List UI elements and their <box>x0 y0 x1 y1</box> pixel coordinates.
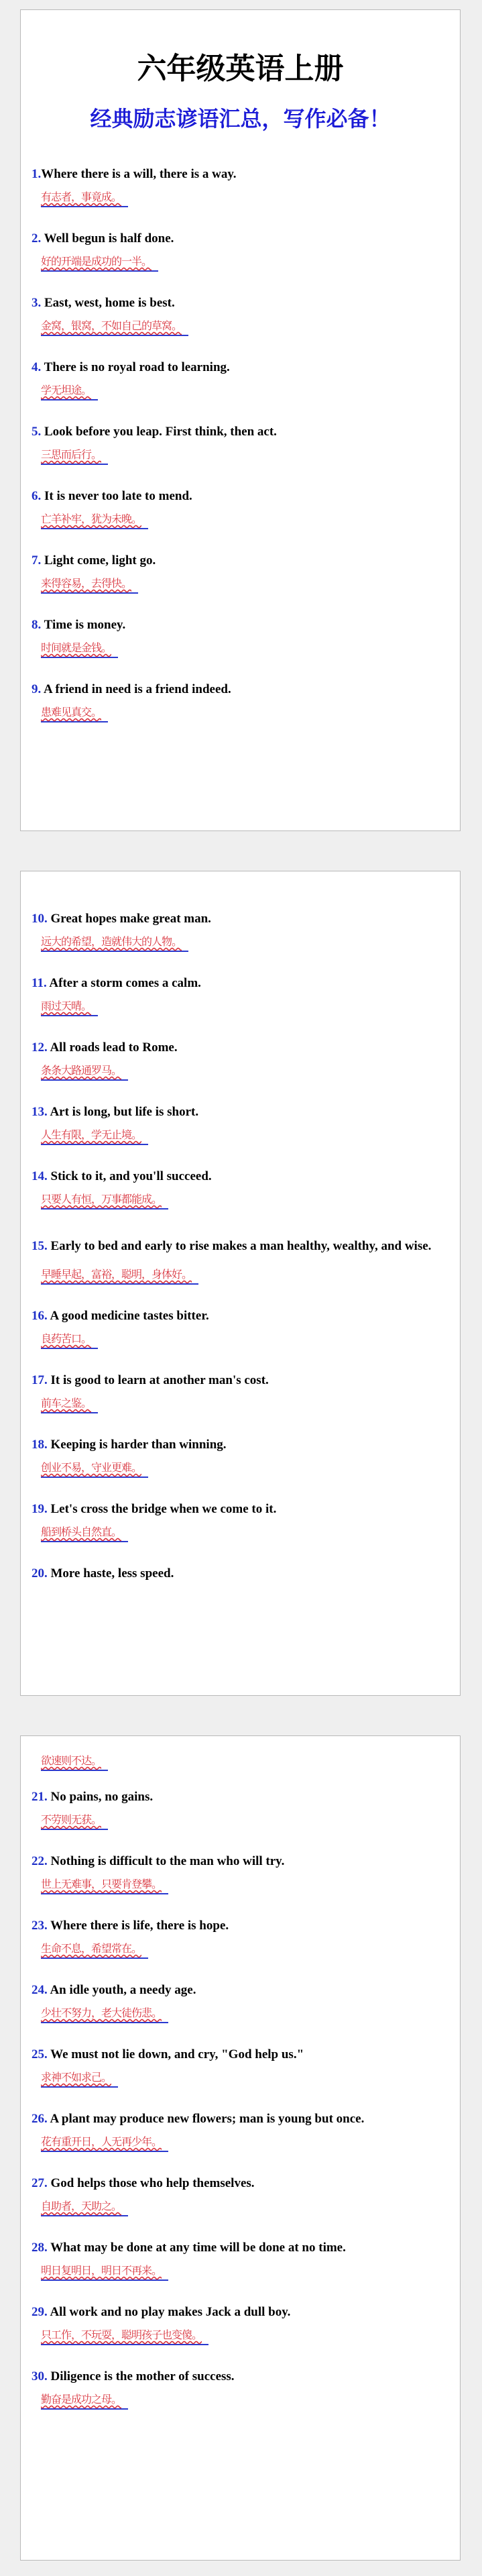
item-number: 7. <box>32 553 42 568</box>
proverb-item <box>21 2161 460 2226</box>
chinese-translation: 远大的希望，造就伟大的人物。 <box>41 934 188 952</box>
chinese-translation: 花有重开日，人无再少年。 <box>41 2135 168 2152</box>
item-number: 6. <box>32 489 42 503</box>
chinese-translation: 良药苦口。 <box>41 1332 98 1349</box>
english-text: It is never too late to mend. <box>44 489 192 503</box>
chinese-translation: 来得容易，去得快。 <box>41 576 138 594</box>
proverb-item <box>21 1155 460 1219</box>
proverb-item <box>21 1552 460 1582</box>
english-text: There is no royal road to learning. <box>44 360 230 374</box>
chinese-translation: 人生有限，学无止境。 <box>41 1128 148 1145</box>
english-text: Well begun is half done. <box>44 231 174 246</box>
english-proverb <box>32 667 449 698</box>
proverb-item <box>21 897 460 961</box>
english-text: Time is money. <box>44 618 126 632</box>
english-text: Look before you leap. First think, then act. <box>44 425 277 439</box>
english-proverb <box>32 603 449 634</box>
english-text: All work and no play makes Jack a dull boy. <box>50 2305 291 2319</box>
item-number: 11. <box>32 976 47 990</box>
english-text: After a storm comes a calm. <box>49 976 201 990</box>
proverb-item <box>21 1487 460 1552</box>
proverb-list-3 <box>21 1775 460 2419</box>
item-number: 14. <box>32 1169 48 1183</box>
chinese-translation: 少壮不努力，老大徒伤悲。 <box>41 2006 168 2023</box>
english-proverb <box>32 1552 449 1582</box>
english-text: A friend in need is a friend indeed. <box>43 682 231 696</box>
proverb-item <box>21 1775 460 1839</box>
continued-translation <box>21 1736 460 1775</box>
item-number: 2. <box>32 231 42 246</box>
english-text: Keeping is harder than winning. <box>50 1438 227 1452</box>
proverb-item <box>21 1294 460 1358</box>
chinese-translation: 好的开端是成功的一半。 <box>41 254 158 272</box>
english-proverb <box>32 1904 449 1935</box>
proverb-item <box>21 217 460 281</box>
item-number: 30. <box>32 2369 48 2383</box>
english-proverb <box>32 2355 449 2385</box>
english-text: Let's cross the bridge when we come to it. <box>50 1502 277 1516</box>
item-number: 24. <box>32 1983 48 1997</box>
proverb-item <box>21 539 460 603</box>
english-proverb <box>32 1423 449 1454</box>
item-number: 13. <box>32 1105 48 1119</box>
english-proverb <box>32 1026 449 1057</box>
proverb-item <box>21 961 460 1026</box>
english-proverb <box>32 1487 449 1518</box>
proverb-item <box>21 1219 460 1294</box>
english-text: What may be done at any time will be done at no time. <box>50 2241 346 2255</box>
proverb-list-2 <box>21 871 460 1582</box>
proverb-item <box>21 1968 460 2033</box>
english-text: Stick to it, and you'll succeed. <box>50 1169 212 1183</box>
english-proverb <box>32 1219 449 1260</box>
item-number: 17. <box>32 1373 48 1387</box>
proverb-item <box>21 474 460 539</box>
chinese-translation: 欲速则不达。 <box>41 1754 108 1771</box>
item-number: 29. <box>32 2305 48 2319</box>
proverb-item <box>21 2033 460 2097</box>
item-number: 9. <box>32 682 42 696</box>
english-text: Light come, light go. <box>44 553 156 568</box>
item-number: 4. <box>32 360 42 374</box>
chinese-translation: 患难见真交。 <box>41 705 108 722</box>
item-number: 15. <box>32 1239 48 1253</box>
item-number: 1. <box>32 167 42 181</box>
item-number: 25. <box>32 2047 48 2061</box>
proverb-list-1 <box>21 152 460 732</box>
item-number: 19. <box>32 1502 48 1516</box>
item-number: 23. <box>32 1919 48 1933</box>
chinese-translation: 早睡早起，富裕，聪明，身体好。 <box>41 1267 198 1285</box>
chinese-translation: 世上无难事，只要肯登攀。 <box>41 1877 168 1894</box>
english-text: An idle youth, a needy age. <box>50 1983 196 1997</box>
english-text: East, west, home is best. <box>44 296 175 310</box>
english-proverb <box>32 1839 449 1870</box>
chinese-translation: 求神不如求己。 <box>41 2070 118 2088</box>
proverb-item <box>21 1090 460 1155</box>
page-title: 六年级英语上册 <box>137 52 344 86</box>
chinese-translation: 不劳则无获。 <box>41 1813 108 1830</box>
chinese-translation: 条条大路通罗马。 <box>41 1063 128 1081</box>
english-proverb <box>32 2226 449 2257</box>
page-3 <box>20 1735 461 2561</box>
page-subtitle: 经典励志谚语汇总，写作必备！ <box>90 106 391 131</box>
chinese-translation: 雨过天晴。 <box>41 999 98 1016</box>
english-proverb <box>32 897 449 928</box>
english-proverb <box>32 1090 449 1121</box>
item-number: 8. <box>32 618 42 632</box>
english-text: Where there is a will, there is a way. <box>41 167 237 181</box>
proverb-item <box>21 152 460 217</box>
page-2 <box>20 871 461 1696</box>
english-proverb <box>32 410 449 441</box>
proverb-item <box>21 1904 460 1968</box>
page-1 <box>20 9 461 831</box>
english-proverb <box>32 345 449 376</box>
chinese-translation: 生命不息，希望常在。 <box>41 1941 148 1959</box>
english-text: Great hopes make great man. <box>50 912 211 926</box>
chinese-translation: 勤奋是成功之母。 <box>41 2392 128 2410</box>
english-proverb <box>32 1358 449 1389</box>
proverb-item <box>21 2355 460 2419</box>
item-number: 26. <box>32 2112 48 2126</box>
english-text: We must not lie down, and cry, "God help us." <box>50 2047 304 2061</box>
english-proverb <box>32 539 449 570</box>
proverb-item <box>21 667 460 732</box>
english-text: Early to bed and early to rise makes a man healthy, wealthy, and wise. <box>50 1239 432 1253</box>
proverb-item <box>21 1358 460 1423</box>
english-proverb <box>32 2161 449 2192</box>
chinese-translation: 三思而后行。 <box>41 447 108 465</box>
english-proverb <box>32 281 449 312</box>
english-proverb <box>32 1155 449 1185</box>
item-number: 10. <box>32 912 48 926</box>
proverb-item <box>21 2097 460 2161</box>
proverb-item <box>21 2290 460 2355</box>
english-proverb <box>32 1294 449 1325</box>
item-number: 22. <box>32 1854 48 1868</box>
english-text: God helps those who help themselves. <box>50 2176 255 2190</box>
english-text: Where there is life, there is hope. <box>50 1919 229 1933</box>
english-text: It is good to learn at another man's cost. <box>50 1373 269 1387</box>
item-number: 28. <box>32 2241 48 2255</box>
chinese-translation: 明日复明日，明日不再来。 <box>41 2263 168 2281</box>
proverb-item <box>21 2226 460 2290</box>
proverb-item <box>21 1026 460 1090</box>
chinese-translation: 自助者，天助之。 <box>41 2199 128 2216</box>
english-proverb <box>32 2290 449 2321</box>
item-number: 27. <box>32 2176 48 2190</box>
english-text: A plant may produce new flowers; man is young but once. <box>50 2112 365 2126</box>
english-text: Art is long, but life is short. <box>50 1105 199 1119</box>
item-number: 20. <box>32 1566 48 1580</box>
english-proverb <box>32 1968 449 1999</box>
chinese-translation: 有志者，事竟成。 <box>41 190 128 207</box>
item-number: 3. <box>32 296 42 310</box>
item-number: 21. <box>32 1790 48 1804</box>
english-text: All roads lead to Rome. <box>50 1040 178 1055</box>
english-text: Diligence is the mother of success. <box>50 2369 235 2383</box>
proverb-item <box>21 1423 460 1487</box>
english-proverb <box>32 217 449 248</box>
english-text: More haste, less speed. <box>50 1566 174 1580</box>
chinese-translation: 只工作，不玩耍，聪明孩子也变傻。 <box>41 2328 208 2345</box>
chinese-translation: 创业不易，守业更难。 <box>41 1460 148 1478</box>
english-text: A good medicine tastes bitter. <box>50 1309 209 1323</box>
chinese-translation: 只要人有恒，万事都能成。 <box>41 1192 168 1210</box>
chinese-translation: 时间就是金钱。 <box>41 641 118 658</box>
english-proverb <box>32 961 449 992</box>
chinese-translation: 前车之鉴。 <box>41 1396 98 1413</box>
item-number: 18. <box>32 1438 48 1452</box>
proverb-item <box>21 345 460 410</box>
proverb-item <box>21 603 460 667</box>
english-text: No pains, no gains. <box>50 1790 154 1804</box>
english-proverb <box>32 152 449 183</box>
english-proverb <box>32 1775 449 1806</box>
english-proverb <box>32 2033 449 2063</box>
proverb-item <box>21 281 460 345</box>
chinese-translation: 船到桥头自然直。 <box>41 1525 128 1542</box>
chinese-translation: 金窝，银窝，不如自己的草窝。 <box>41 319 188 336</box>
proverb-item <box>21 1839 460 1904</box>
english-text: Nothing is difficult to the man who will try. <box>50 1854 285 1868</box>
item-number: 5. <box>32 425 42 439</box>
chinese-translation: 学无坦途。 <box>41 383 98 400</box>
chinese-translation: 亡羊补牢，犹为未晚。 <box>41 512 148 529</box>
english-proverb <box>32 2097 449 2128</box>
proverb-item <box>21 410 460 474</box>
item-number: 16. <box>32 1309 48 1323</box>
item-number: 12. <box>32 1040 48 1055</box>
english-proverb <box>32 474 449 505</box>
